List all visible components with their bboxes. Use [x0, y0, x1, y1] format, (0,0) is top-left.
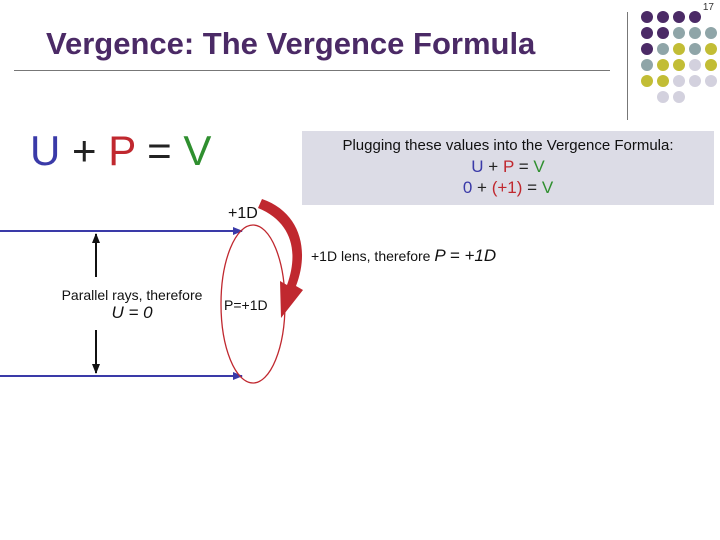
parallel-note-equation: U = 0 — [111, 303, 153, 322]
sub-formula-v: V — [533, 157, 545, 176]
formula-equals: = — [147, 127, 172, 174]
substitution-heading: Plugging these values into the Vergence Formula: — [342, 137, 674, 154]
sub-value-p: (+1) — [491, 178, 523, 197]
formula-p: P — [108, 127, 136, 174]
sub-value-u: 0 — [462, 178, 473, 197]
formula-v: V — [183, 127, 212, 174]
formula-u: U — [30, 127, 61, 174]
power-label: +1D — [228, 205, 258, 222]
parallel-note-text: Parallel rays, therefore — [61, 287, 203, 303]
sub-formula-equals: = — [518, 157, 529, 176]
sub-value-equals: = — [527, 178, 538, 197]
slide-title: Vergence: The Vergence Formula — [46, 26, 536, 61]
sub-value-v: V — [541, 178, 554, 197]
sub-formula-plus: + — [488, 157, 499, 176]
formula-plus: + — [72, 127, 97, 174]
sub-formula-u: U — [471, 157, 484, 176]
lens-note-text: +1D lens, therefore — [311, 248, 431, 264]
slide-number: 17 — [702, 2, 714, 13]
lens-note-equation: P = +1D — [434, 246, 497, 265]
lens-note — [311, 246, 496, 266]
parallel-rays-note — [50, 287, 214, 321]
sub-value-plus: + — [477, 178, 487, 197]
sub-formula-p: P — [502, 157, 514, 176]
lens-power-label: P=+1D — [224, 297, 268, 313]
